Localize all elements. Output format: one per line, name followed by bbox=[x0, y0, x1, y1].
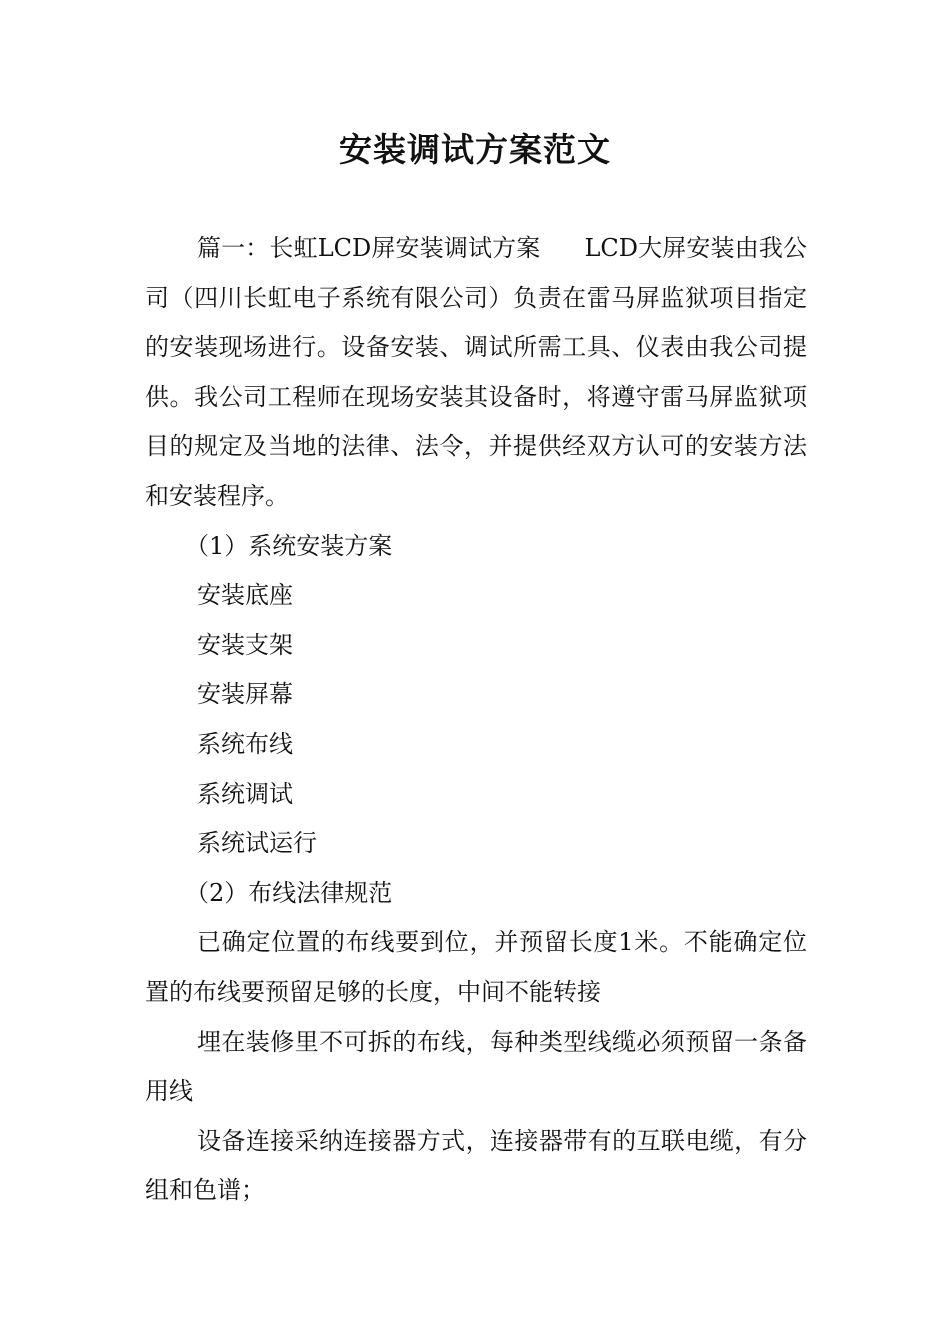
document-title: 安装调试方案范文 bbox=[339, 130, 611, 169]
install-step-item: 系统布线 bbox=[197, 729, 293, 758]
wiring-rule-paragraph: 设备连接采纳连接器方式，连接器带有的互联电缆，有分组和色谱； bbox=[145, 1126, 807, 1205]
intro-heading: 篇一：长虹LCD屏安装调试方案 bbox=[197, 234, 541, 262]
install-step-item: 安装底座 bbox=[197, 581, 293, 610]
install-step-item: 安装屏幕 bbox=[197, 680, 293, 709]
section2-heading: （2）布线法律规范 bbox=[185, 878, 393, 907]
install-step-item: 系统调试 bbox=[197, 779, 293, 808]
intro-body: LCD大屏安装由我公司（四川长虹电子系统有限公司）负责在雷马屏监狱项目指定的安装现场进行。设备安装、调试所需工具、仪表由我公司提供。我公司工程师在现场安装其设备时，将遵守雷马屏监狱项目的规定及当地的法律、法令，并提供经双方认可的安装方法和安装程序。 bbox=[145, 234, 807, 510]
install-step-item: 系统试运行 bbox=[197, 829, 317, 858]
install-step-item: 安装支架 bbox=[197, 630, 293, 659]
intro-paragraph bbox=[145, 224, 807, 522]
wiring-rule-paragraph: 已确定位置的布线要到位，并预留长度1米。不能确定位置的布线要预留足够的长度，中间不能转接 bbox=[145, 928, 807, 1006]
section1-heading: （1）系统安装方案 bbox=[185, 531, 393, 560]
wiring-rule-paragraph: 埋在装修里不可拆的布线，每种类型线缆必须预留一条备用线 bbox=[145, 1027, 807, 1106]
document-body bbox=[145, 224, 807, 1216]
